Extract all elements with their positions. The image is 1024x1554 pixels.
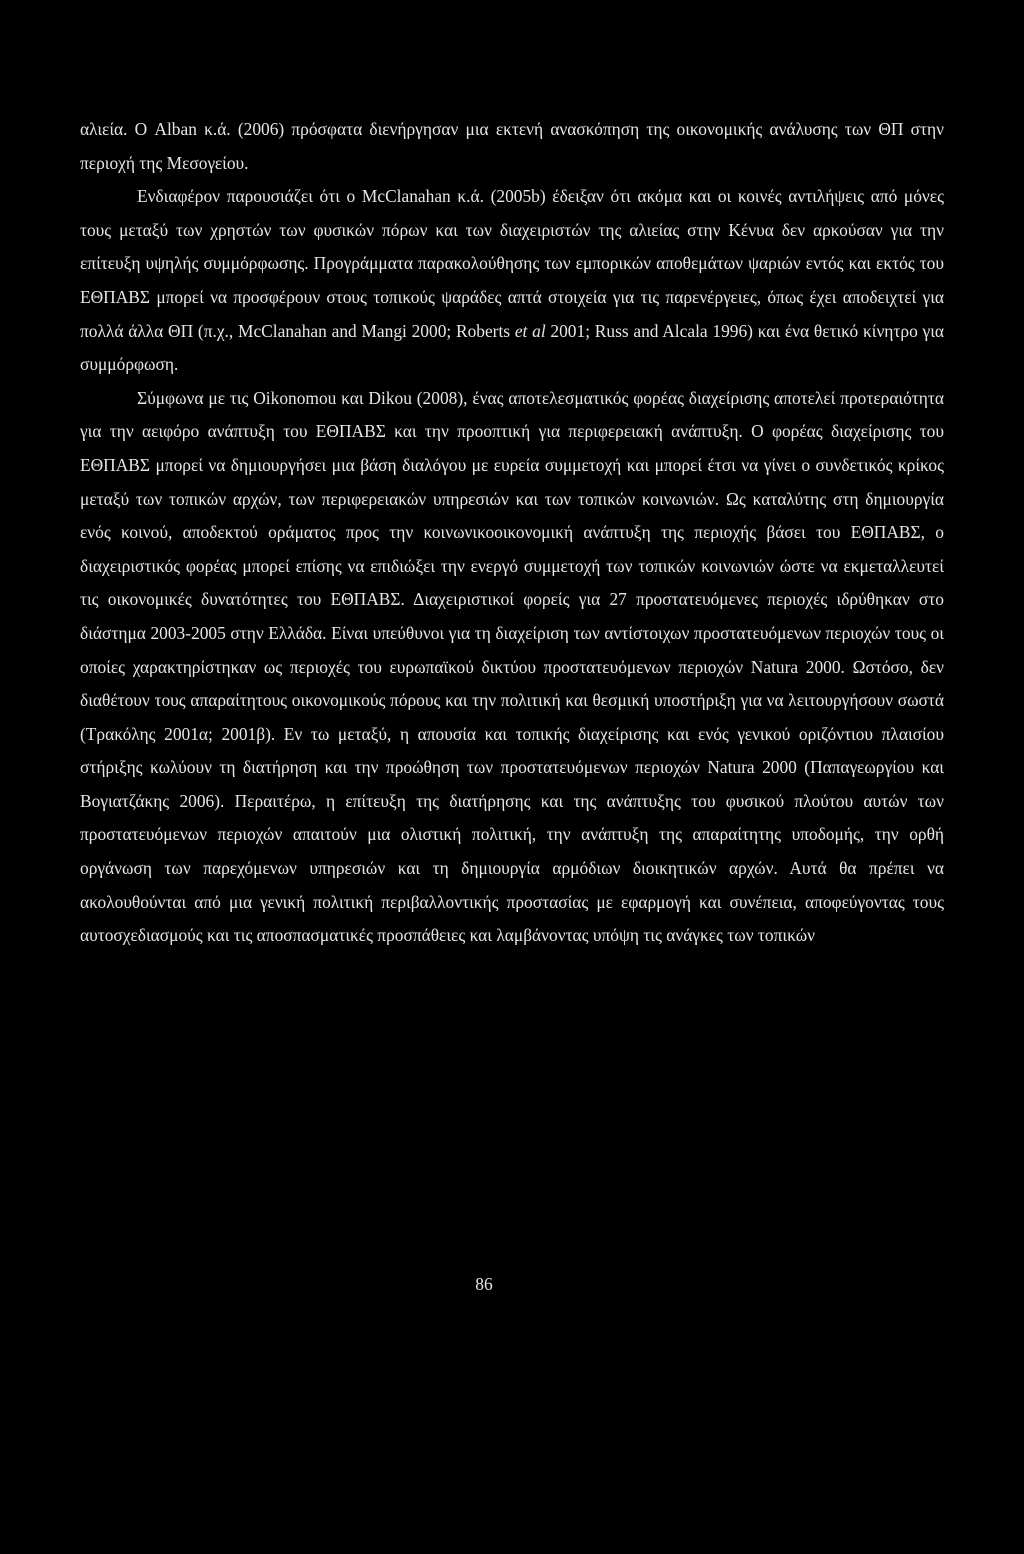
paragraph-3 <box>80 382 944 953</box>
document-body <box>80 113 944 953</box>
paragraph-text: 2001; Russ and Alcala 1996) και ένα θετικό κίνητρο για συμμόρφωση. <box>80 320 944 375</box>
page-number: 86 <box>475 1274 493 1294</box>
paragraph-text: αλιεία. Ο Alban κ.ά. (2006) πρόσφατα διενήργησαν μια εκτενή ανασκόπηση της οικονομικής ανάλυσης των ΘΠ στην περιοχή της Μεσογείου. <box>80 119 944 173</box>
italic-citation-text: et al <box>514 320 546 341</box>
paragraph-text: Ενδιαφέρον παρουσιάζει ότι ο McClanahan κ.ά. (2005b) έδειξαν ότι ακόμα και οι κοινές αντιλήψεις από μόνες τους μεταξύ των χρηστών των φυσικών πόρων και των διαχειριστών της αλιείας στην Κένυα δεν αρκούσαν για την επίτευξη υψηλής συμμόρφωσης. Προγράμματα παρακολούθησης των εμπορικών αποθεμάτων ψαριών εντός και εκτός του ΕΘΠΑΒΣ μπορεί να προσφέρουν στους τοπικούς ψαράδες απτά στοιχεία για τις παρενέργειες, όπως έχει αποδειχτεί για πολλά άλλα ΘΠ (π.χ., McClanahan and Mangi 2000; Roberts <box>80 186 944 341</box>
paragraph-1 <box>80 113 944 180</box>
paragraph-2 <box>80 180 944 382</box>
paragraph-text: Σύμφωνα με τις Oikonomou και Dikou (2008), ένας αποτελεσματικός φορέας διαχείρισης αποτελεί προτεραιότητα για την αειφόρο ανάπτυξη του ΕΘΠΑΒΣ και την προοπτική για περιφερειακή ανάπτυξη. Ο φορέας διαχείρισης του ΕΘΠΑΒΣ μπορεί να δημιουργήσει μια βάση διαλόγου με ευρεία συμμετοχή και μπορεί έτσι να γίνει ο συνδετικός κρίκος μεταξύ των τοπικών αρχών, των περιφερειακών υπηρεσιών και των τοπικών κοινωνιών. Ως καταλύτης στη δημιουργία ενός κοινού, αποδεκτού οράματος προς την κοινωνικοοικονομική ανάπτυξη της περιοχής βάσει του ΕΘΠΑΒΣ, ο διαχειριστικός φορέας μπορεί επίσης να επιδιώξει την ενεργό συμμετοχή των τοπικών κοινωνιών ώστε να εκμεταλλευτεί τις οικονομικές δυνατότητες του ΕΘΠΑΒΣ. Διαχειριστικοί φορείς για 27 προστατευόμενες περιοχές ιδρύθηκαν στο διάστημα 2003-2005 στην Ελλάδα. Είναι υπεύθυνοι για τη διαχείριση των αντίστοιχων προστατευόμενων περιοχών τους οι οποίες χαρακτηρίστηκαν ως περιοχές του ευρωπαϊκού δικτύου προστατευόμενων περιοχών Natura 2000. Ωστόσο, δεν διαθέτουν τους απαραίτητους οικονομικούς πόρους και την πολιτική και θεσμική υποστήριξη για να λειτουργήσουν σωστά (Τρακόλης 2001α; 2001β). Εν τω μεταξύ, η απουσία και τοπικής διαχείρισης και ενός γενικού οριζόντιου πλαισίου στήριξης κωλύουν τη διατήρηση και την προώθηση των προστατευόμενων περιοχών Natura 2000 (Παπαγεωργίου και Βογιατζάκης 2006). Περαιτέρω, η επίτευξη της διατήρησης και της ανάπτυξης του φυσικού πλούτου αυτών των προστατευόμενων περιοχών απαιτούν μια ολιστική πολιτική, την ανάπτυξη της απαραίτητης υποδομής, την ορθή οργάνωση των παρεχόμενων υπηρεσιών και τη δημιουργία αρμόδιων διοικητικών αρχών. Αυτά θα πρέπει να ακολουθούνται από μια γενική πολιτική περιβαλλοντικής προστασίας με εφαρμογή και συνέπεια, αποφεύγοντας τους αυτοσχεδιασμούς και τις αποσπασματικές προσπάθειες και λαμβάνοντας υπόψη τις ανάγκες των τοπικών <box>80 387 944 946</box>
